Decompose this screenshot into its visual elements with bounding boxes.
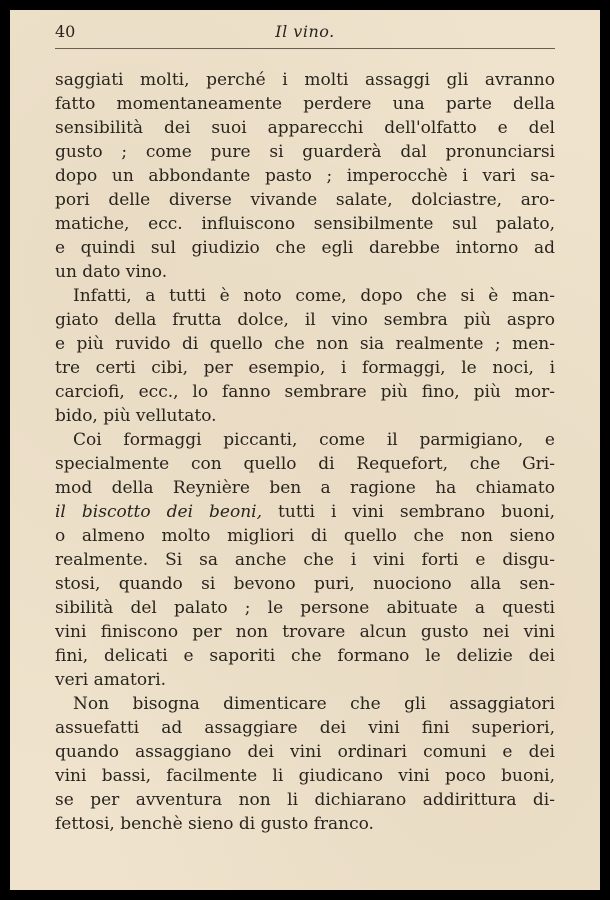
text-line: pori delle diverse vivande salate, dolciastre, aro- — [55, 190, 555, 210]
book-page — [10, 10, 600, 890]
text-line: un dato vino. — [55, 262, 168, 282]
text-line: sibilità del palato ; le persone abituate a questi — [55, 598, 555, 618]
text-line: Non bisogna dimenticare che gli assaggiatori — [73, 694, 555, 714]
text-line: veri amatori. — [55, 670, 167, 690]
text-line: gusto ; come pure si guarderà dal pronunciarsi — [55, 142, 555, 162]
header-rule — [55, 48, 555, 49]
text-line: Coi formaggi piccanti, come il parmigiano, e — [73, 430, 555, 450]
text-line: e più ruvido di quello che non sia realmente ; men- — [55, 334, 555, 354]
paragraph-2 — [55, 284, 555, 428]
running-head — [55, 18, 555, 46]
text-line: carciofi, ecc., lo fanno sembrare più fino, più mor- — [55, 382, 555, 402]
body-text — [55, 68, 555, 836]
text-line-mixed — [55, 500, 555, 524]
text-line: sensibilità dei suoi apparecchi dell'olfatto e del — [55, 118, 555, 138]
text-line: e quindi sul giudizio che egli darebbe intorno ad — [55, 238, 555, 258]
text-line: fini, delicati e saporiti che formano le delizie dei — [55, 646, 555, 666]
text-line: stosi, quando si bevono puri, nuociono alla sen- — [55, 574, 555, 594]
text-line: matiche, ecc. influiscono sensibilmente sul palato, — [55, 214, 555, 234]
page-number: 40 — [55, 22, 76, 41]
text-line: realmente. Si sa anche che i vini forti e disgu- — [55, 550, 555, 570]
text-fragment: tutti i vini sembrano buoni, — [262, 502, 555, 522]
text-line: vini finiscono per non trovare alcun gusto nei vini — [55, 622, 555, 642]
text-line: se per avventura non li dichiarano addirittura di- — [55, 790, 555, 810]
paragraph-4 — [55, 692, 555, 836]
text-line: tre certi cibi, per esempio, i formaggi, le noci, i — [55, 358, 555, 378]
text-line: quando assaggiano dei vini ordinari comuni e dei — [55, 742, 555, 762]
text-line: specialmente con quello di Requefort, che Gri- — [55, 454, 555, 474]
running-title: Il vino. — [275, 22, 335, 41]
paragraph-1 — [55, 68, 555, 284]
text-line: assuefatti ad assaggiare dei vini fini superiori, — [55, 718, 555, 738]
text-line: o almeno molto migliori di quello che non sieno — [55, 526, 555, 546]
text-line: bido, più vellutato. — [55, 406, 217, 426]
italic-phrase: il biscotto dei beoni, — [55, 502, 263, 522]
text-line: mod della Reynière ben a ragione ha chiamato — [55, 478, 555, 498]
text-line: fettosi, benchè sieno di gusto franco. — [55, 814, 374, 834]
text-line: giato della frutta dolce, il vino sembra più aspro — [55, 310, 555, 330]
paragraph-3 — [55, 428, 555, 692]
text-line: vini bassi, facilmente li giudicano vini poco buoni, — [55, 766, 555, 786]
text-line: Infatti, a tutti è noto come, dopo che si è man- — [73, 286, 555, 306]
text-line: dopo un abbondante pasto ; imperocchè i vari sa- — [55, 166, 555, 186]
text-line: fatto momentaneamente perdere una parte della — [55, 94, 555, 114]
text-line: saggiati molti, perché i molti assaggi gli avranno — [55, 70, 555, 90]
